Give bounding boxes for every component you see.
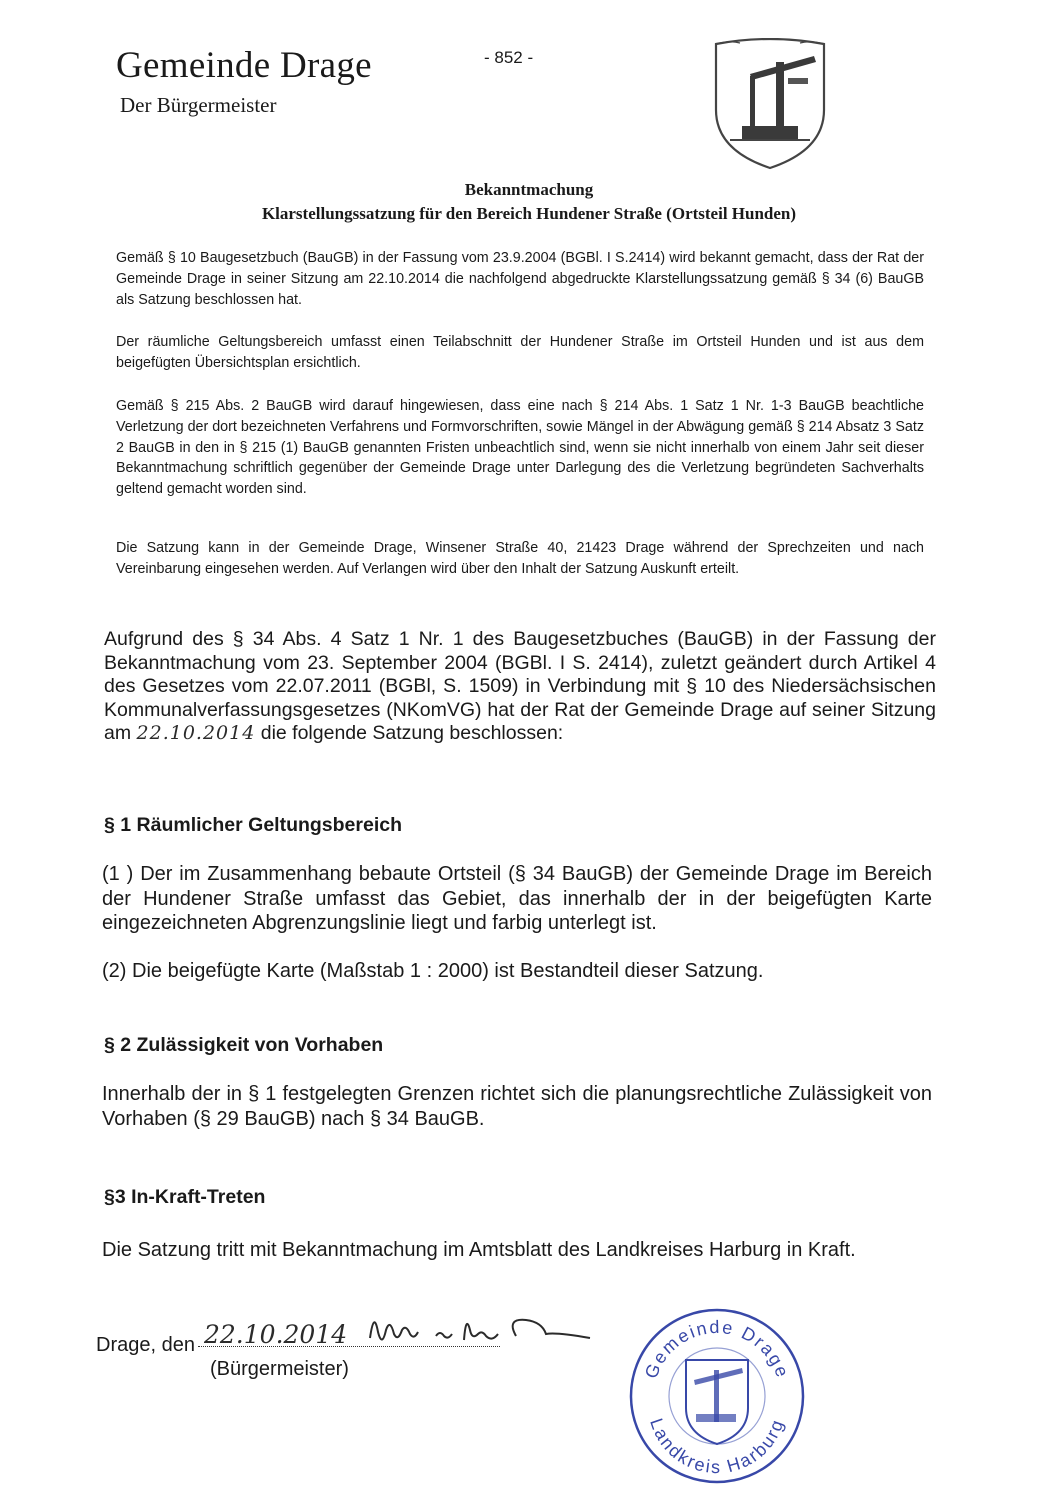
section-1-paragraph-1: (1 ) Der im Zusammenhang bebaute Ortsteil (§ 34 BauGB) der Gemeinde Drage im Bereich der Hundener Straße umfasst das Gebiet, das innerhalb der in der beigefügten Karte eingezeichneten Abgrenzungslinie liegt und farbig unterlegt ist. <box>102 863 932 934</box>
section-2-heading: § 2 Zulässigkeit von Vorhaben <box>104 1034 384 1056</box>
mayor-role-label: (Bürgermeister) <box>210 1358 349 1380</box>
handwritten-signature-icon <box>366 1300 596 1360</box>
intro-paragraph-1: Gemäß § 10 Baugesetzbuch (BauGB) in der Fassung vom 23.9.2004 (BGBl. I S.2414) wird bekannt gemacht, dass der Rat der Gemeinde Drage in seiner Sitzung am 22.10.2014 die nachfolgend abgedruckte Klarstellungssatzung gemäß § 34 (6) BauGB als Satzung beschlossen hat. <box>116 250 924 308</box>
section-2-paragraph: Innerhalb der in § 1 festgelegten Grenzen richtet sich die planungsrechtliche Zulässigkeit von Vorhaben (§ 29 BauGB) nach § 34 BauGB. <box>102 1083 932 1130</box>
municipality-name: Gemeinde Drage <box>116 45 372 86</box>
page-number: - 852 - <box>484 48 534 67</box>
preamble-paragraph <box>104 628 936 746</box>
section-3-heading: §3 In-Kraft-Treten <box>104 1186 266 1208</box>
intro-paragraph-2: Der räumliche Geltungsbereich umfasst einen Teilabschnitt der Hundener Straße im Ortsteil Hunden und ist aus dem beigefügten Übersichtsplan ersichtlich. <box>116 334 924 371</box>
coat-of-arms-icon <box>710 38 830 172</box>
handwritten-date: 22.10.2014 <box>136 722 256 744</box>
signature-date: 22.10.2014 <box>204 1320 348 1349</box>
official-seal-icon <box>624 1304 810 1484</box>
stamp-bottom-text: Landkreis Harburg <box>646 1415 788 1478</box>
mayor-subtitle: Der Bürgermeister <box>120 93 277 117</box>
section-1-paragraph-2: (2) Die beigefügte Karte (Maßstab 1 : 2000) ist Bestandteil dieser Satzung. <box>102 960 764 982</box>
section-1-heading: § 1 Räumlicher Geltungsbereich <box>104 814 403 836</box>
intro-paragraph-3: Gemäß § 215 Abs. 2 BauGB wird darauf hingewiesen, dass eine nach § 214 Abs. 1 Satz 1 Nr. 1-3 BauGB beachtliche Verletzung der dort bezeichneten Verfahrens und Formvorschriften, sowie Mängel in der Abwägung gemäß § 214 Absatz 3 Satz 2 BauGB in den in § 215 (1) BauGB genannten Fristen unbeachtlich sind, wenn sie nicht innerhalb von einem Jahr seit dieser Bekanntmachung schriftlich gegenüber der Gemeinde Drage unter Darlegung des die Verletzung begründeten Sachverhalts geltend gemacht worden sind. <box>116 398 924 498</box>
document-title: Bekanntmachung <box>464 180 594 199</box>
preamble-text-after: die folgende Satzung beschlossen: <box>260 722 564 744</box>
preamble-text-before: Aufgrund des § 34 Abs. 4 Satz 1 Nr. 1 des Baugesetzbuches (BauGB) in der Fassung der Bekanntmachung vom 23. September 2004 (BGBl. I S. 2414), zuletzt geändert durch Artikel 4 des Gesetzes vom 22.07.2011 (BGBl, S. 1509) in Verbindung mit § 10 des Niedersächsischen Kommunalverfassungsgesetzes (NKomVG) hat der Rat der Gemeinde Drage auf seiner Sitzung am <box>104 628 936 744</box>
document-subtitle: Klarstellungssatzung für den Bereich Hundener Straße (Ortsteil Hunden) <box>261 204 797 223</box>
svg-text:Landkreis Harburg <box>646 1416 788 1477</box>
place-date-label: Drage, den <box>96 1334 195 1356</box>
stamp-top-text: Gemeinde Drage <box>640 1316 794 1382</box>
section-3-paragraph: Die Satzung tritt mit Bekanntmachung im Amtsblatt des Landkreises Harburg in Kraft. <box>102 1239 856 1261</box>
intro-paragraph-4: Die Satzung kann in der Gemeinde Drage, Winsener Straße 40, 21423 Drage während der Sprechzeiten und nach Vereinbarung eingesehen werden. Auf Verlangen wird über den Inhalt der Satzung Auskunft erteilt. <box>116 540 924 577</box>
